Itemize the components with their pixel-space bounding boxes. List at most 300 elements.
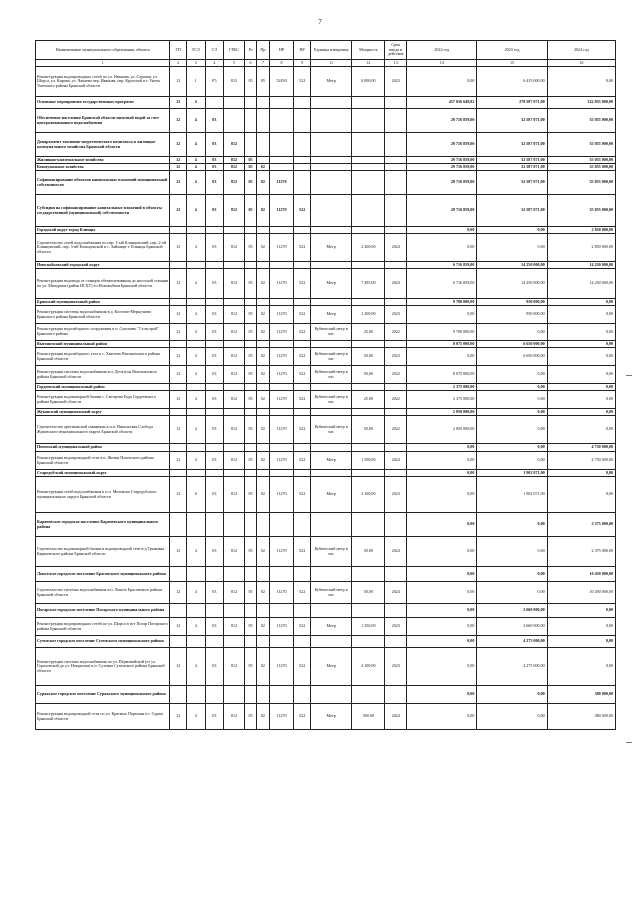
- column-index-cell: 9: [294, 60, 311, 67]
- amount-cell: 32 587 071,00: [477, 171, 547, 195]
- code-cell: Метр: [310, 704, 351, 730]
- code-cell: 12: [170, 164, 187, 171]
- section-total-row: [36, 171, 616, 195]
- code-cell: 812: [224, 324, 245, 341]
- code-cell: [170, 384, 187, 391]
- amount-cell: 2 375 000,00: [547, 513, 615, 537]
- code-cell: [310, 109, 351, 133]
- code-cell: 7 495,00: [352, 269, 385, 299]
- object-name-cell: Реконструкция системы водоснабжения в д. Колтово-Меркульево Брянского района Брянской области: [36, 306, 170, 324]
- code-cell: 50,00: [352, 366, 385, 384]
- code-cell: 12: [170, 97, 187, 109]
- code-cell: [352, 636, 385, 648]
- code-cell: 11270: [269, 391, 294, 409]
- object-name-cell: Стародубский муниципальный округ: [36, 470, 170, 477]
- code-cell: 03: [205, 306, 224, 324]
- code-cell: 03: [205, 648, 224, 686]
- column-index-cell: 4: [205, 60, 224, 67]
- code-cell: [385, 341, 407, 348]
- amount-cell: 950 000,00: [477, 299, 547, 306]
- code-cell: 05: [244, 324, 256, 341]
- code-cell: 05: [244, 452, 256, 470]
- code-cell: 522: [294, 477, 311, 513]
- code-cell: 25,00: [352, 391, 385, 409]
- code-cell: 12: [170, 306, 187, 324]
- amount-cell: 0,00: [407, 306, 477, 324]
- table-body: [36, 67, 616, 730]
- code-cell: [269, 567, 294, 582]
- amount-cell: 35 055 000,00: [547, 109, 615, 133]
- code-cell: 12: [170, 366, 187, 384]
- code-cell: 12: [170, 452, 187, 470]
- code-cell: [257, 470, 269, 477]
- code-cell: [294, 109, 311, 133]
- amount-cell: 6 716 859,00: [407, 262, 477, 269]
- code-cell: [205, 227, 224, 234]
- code-cell: [205, 567, 224, 582]
- object-name-cell: Реконструкция сетей водоснабжения в п.п. Меленска Стародубского муниципального округа Брянской области: [36, 477, 170, 513]
- column-header: ГП: [170, 41, 187, 60]
- code-cell: 11270: [269, 306, 294, 324]
- code-cell: 11270: [269, 234, 294, 262]
- code-cell: [186, 409, 205, 416]
- code-cell: 11270: [269, 348, 294, 366]
- code-cell: [385, 171, 407, 195]
- code-cell: [385, 262, 407, 269]
- code-cell: 03: [205, 109, 224, 133]
- budget-table: [35, 40, 616, 730]
- code-cell: 11270: [269, 648, 294, 686]
- column-header: СЭ: [205, 41, 224, 60]
- code-cell: [294, 409, 311, 416]
- code-cell: 12: [170, 537, 187, 567]
- amount-cell: 6 415 000,00: [477, 67, 547, 97]
- column-header: ГРБС: [224, 41, 245, 60]
- code-cell: 4: [186, 582, 205, 604]
- code-cell: [310, 470, 351, 477]
- code-cell: 11270: [269, 195, 294, 227]
- amount-cell: 2 375 000,00: [407, 391, 477, 409]
- object-name-cell: Жуковский муниципальный округ: [36, 409, 170, 416]
- code-cell: Метр: [310, 306, 351, 324]
- section-total-row: [36, 262, 616, 269]
- code-cell: [310, 384, 351, 391]
- code-cell: [170, 227, 187, 234]
- code-cell: [269, 604, 294, 618]
- code-cell: [352, 341, 385, 348]
- section-total-row: [36, 686, 616, 704]
- code-cell: [385, 299, 407, 306]
- amount-cell: 35 055 000,00: [547, 171, 615, 195]
- amount-cell: 1 902 071,00: [477, 477, 547, 513]
- code-cell: [224, 262, 245, 269]
- amount-cell: 35 055 000,00: [547, 164, 615, 171]
- amount-cell: 0,00: [477, 537, 547, 567]
- code-cell: [244, 409, 256, 416]
- code-cell: 812: [224, 306, 245, 324]
- object-name-cell: Реконструкция водопроводной сети по ул. Красных Партизан в г. Сураж Брянской области: [36, 704, 170, 730]
- code-cell: [385, 227, 407, 234]
- code-cell: 4: [186, 452, 205, 470]
- code-cell: [385, 157, 407, 164]
- code-cell: 2023: [385, 477, 407, 513]
- code-cell: [205, 409, 224, 416]
- section-total-row: [36, 227, 616, 234]
- amount-cell: 0,00: [477, 686, 547, 704]
- code-cell: Кубический метр в час: [310, 348, 351, 366]
- code-cell: 2022: [385, 391, 407, 409]
- code-cell: 4: [186, 416, 205, 444]
- code-cell: [205, 470, 224, 477]
- column-index-cell: 16: [547, 60, 615, 67]
- code-cell: 2023: [385, 306, 407, 324]
- code-cell: [310, 227, 351, 234]
- code-cell: [269, 299, 294, 306]
- section-total-row: [36, 636, 616, 648]
- amount-cell: 35 055 000,00: [547, 157, 615, 164]
- code-cell: 2024: [385, 537, 407, 567]
- amount-cell: 4 750 000,00: [547, 444, 615, 452]
- code-cell: 522: [294, 348, 311, 366]
- code-cell: [257, 109, 269, 133]
- code-cell: 52430: [269, 67, 294, 97]
- code-cell: 05: [244, 348, 256, 366]
- amount-cell: 4 275 000,00: [477, 648, 547, 686]
- code-cell: [310, 171, 351, 195]
- column-header: Единица измерения: [310, 41, 351, 60]
- object-name-cell: Новозыбковский городской округ: [36, 262, 170, 269]
- code-cell: [352, 567, 385, 582]
- code-cell: 522: [294, 269, 311, 299]
- code-cell: [224, 470, 245, 477]
- amount-cell: 9 700 000,00: [407, 299, 477, 306]
- code-cell: 12: [170, 133, 187, 157]
- amount-cell: 14 250 000,00: [477, 269, 547, 299]
- code-cell: 4: [186, 269, 205, 299]
- code-cell: [269, 444, 294, 452]
- amount-cell: 0,00: [407, 582, 477, 604]
- code-cell: [224, 384, 245, 391]
- code-cell: [385, 686, 407, 704]
- code-cell: 2023: [385, 648, 407, 686]
- amount-cell: 0,00: [477, 582, 547, 604]
- column-header: Рз: [244, 41, 256, 60]
- table-row: [36, 537, 616, 567]
- code-cell: [257, 227, 269, 234]
- code-cell: [224, 444, 245, 452]
- code-cell: 02: [257, 704, 269, 730]
- code-cell: [257, 409, 269, 416]
- code-cell: [224, 341, 245, 348]
- code-cell: [257, 686, 269, 704]
- object-name-cell: Погарское городское поселение Погарского муниципального района: [36, 604, 170, 618]
- object-name-cell: Реконструкция водопроводных сетей по ул. Щорса в пгт Погар Погарского района Брянской области: [36, 618, 170, 636]
- amount-cell: 6 650 000,00: [477, 348, 547, 366]
- code-cell: 522: [294, 195, 311, 227]
- code-cell: 02: [257, 391, 269, 409]
- code-cell: 812: [224, 416, 245, 444]
- amount-cell: 2 660 000,00: [477, 618, 547, 636]
- code-cell: 50,00: [352, 348, 385, 366]
- code-cell: 50,00: [352, 582, 385, 604]
- amount-cell: 9 700 000,00: [407, 324, 477, 341]
- code-cell: 4: [186, 648, 205, 686]
- code-cell: 1 200,00: [352, 306, 385, 324]
- code-cell: 812: [224, 537, 245, 567]
- code-cell: 03: [205, 157, 224, 164]
- code-cell: [244, 109, 256, 133]
- table-header-row: [36, 41, 616, 60]
- amount-cell: 0,00: [477, 567, 547, 582]
- code-cell: 05: [257, 67, 269, 97]
- section-total-row: [36, 567, 616, 582]
- column-header: НР: [269, 41, 294, 60]
- code-cell: 2 200,00: [352, 234, 385, 262]
- code-cell: [352, 157, 385, 164]
- amount-cell: 29 716 859,00: [407, 157, 477, 164]
- table-row: [36, 324, 616, 341]
- code-cell: [385, 636, 407, 648]
- object-name-cell: Реконструкция водовода от станции обезжелезивания до насосной станции по ул. Мичурина (район НСХТ) в г.Новозыбков Брянской области: [36, 269, 170, 299]
- code-cell: 2023: [385, 618, 407, 636]
- code-cell: Кубический метр в час: [310, 391, 351, 409]
- code-cell: [294, 97, 311, 109]
- code-cell: [186, 262, 205, 269]
- code-cell: 4 100,00: [352, 648, 385, 686]
- code-cell: [294, 604, 311, 618]
- code-cell: 522: [294, 391, 311, 409]
- amount-cell: 0,00: [547, 648, 615, 686]
- amount-cell: 0,00: [407, 513, 477, 537]
- code-cell: 812: [224, 171, 245, 195]
- code-cell: [224, 97, 245, 109]
- code-cell: [205, 513, 224, 537]
- code-cell: 4: [186, 537, 205, 567]
- amount-cell: 8 075 000,00: [407, 366, 477, 384]
- column-header: Наименование муниципального образования, объекта: [36, 41, 170, 60]
- code-cell: 4: [186, 195, 205, 227]
- code-cell: 05: [244, 582, 256, 604]
- column-header: ВР: [294, 41, 311, 60]
- code-cell: 11270: [269, 269, 294, 299]
- code-cell: [244, 444, 256, 452]
- code-cell: [310, 164, 351, 171]
- amount-cell: 380 000,00: [547, 686, 615, 704]
- code-cell: [269, 97, 294, 109]
- code-cell: 02: [257, 648, 269, 686]
- code-cell: [352, 299, 385, 306]
- code-cell: 812: [224, 348, 245, 366]
- code-cell: [205, 384, 224, 391]
- code-cell: 05: [244, 67, 256, 97]
- code-cell: 4: [186, 164, 205, 171]
- code-cell: 02: [257, 164, 269, 171]
- code-cell: 812: [224, 157, 245, 164]
- code-cell: Метр: [310, 452, 351, 470]
- amount-cell: 0,00: [477, 409, 547, 416]
- code-cell: F5: [205, 67, 224, 97]
- code-cell: 6 000,00: [352, 67, 385, 97]
- code-cell: [244, 341, 256, 348]
- amount-cell: 0,00: [407, 444, 477, 452]
- code-cell: 522: [294, 618, 311, 636]
- amount-cell: 0,00: [547, 348, 615, 366]
- code-cell: 11270: [269, 704, 294, 730]
- code-cell: 4: [186, 704, 205, 730]
- section-total-row: [36, 164, 616, 171]
- object-name-cell: Строительство сетей водоснабжения по пер. 1-ый Клинцовский, пер. 2-ой Клинцовский, пер. 3-ий Клинцовский и с. Займище г. Клинцы Брянской области: [36, 234, 170, 262]
- code-cell: 2022: [385, 416, 407, 444]
- code-cell: 2024: [385, 234, 407, 262]
- code-cell: 05: [244, 157, 256, 164]
- code-cell: [186, 513, 205, 537]
- column-header: 2024 год: [547, 41, 615, 60]
- code-cell: 12: [170, 348, 187, 366]
- amount-cell: 0,00: [547, 409, 615, 416]
- code-cell: [294, 636, 311, 648]
- object-name-cell: Гордеевский муниципальный район: [36, 384, 170, 391]
- code-cell: 12: [170, 171, 187, 195]
- code-cell: [170, 686, 187, 704]
- scan-mark: [626, 375, 632, 379]
- amount-cell: 322 055 000,00: [547, 97, 615, 109]
- object-name-cell: Строительство водонапорной башни и водопроводной сети в д.Трыковка Карачевского района Брянской области: [36, 537, 170, 567]
- code-cell: 03: [205, 171, 224, 195]
- code-cell: [205, 686, 224, 704]
- code-cell: [310, 444, 351, 452]
- amount-cell: 0,00: [547, 366, 615, 384]
- code-cell: 522: [294, 648, 311, 686]
- code-cell: [269, 341, 294, 348]
- column-index-cell: 2: [170, 60, 187, 67]
- code-cell: [186, 567, 205, 582]
- amount-cell: 0,00: [407, 452, 477, 470]
- object-name-cell: Реконструкция водопроводной сети в п. Житня Почепского района Брянской области: [36, 452, 170, 470]
- section-total-row: [36, 384, 616, 391]
- table-row: [36, 477, 616, 513]
- code-cell: 05: [244, 391, 256, 409]
- code-cell: [385, 195, 407, 227]
- code-cell: [385, 409, 407, 416]
- code-cell: 02: [257, 416, 269, 444]
- code-cell: [385, 97, 407, 109]
- code-cell: [170, 262, 187, 269]
- section-total-row: [36, 109, 616, 133]
- amount-cell: 0,00: [407, 618, 477, 636]
- code-cell: [352, 133, 385, 157]
- amount-cell: 14 250 000,00: [477, 262, 547, 269]
- code-cell: [244, 567, 256, 582]
- code-cell: [224, 604, 245, 618]
- code-cell: [205, 97, 224, 109]
- code-cell: 05: [244, 648, 256, 686]
- code-cell: 02: [257, 324, 269, 341]
- code-cell: [294, 341, 311, 348]
- amount-cell: 29 716 859,00: [407, 109, 477, 133]
- code-cell: [294, 299, 311, 306]
- code-cell: [310, 133, 351, 157]
- section-total-row: [36, 409, 616, 416]
- page-number: 7: [318, 18, 322, 26]
- code-cell: 12: [170, 618, 187, 636]
- code-cell: [186, 299, 205, 306]
- amount-cell: 0,00: [477, 227, 547, 234]
- amount-cell: 29 716 859,00: [407, 164, 477, 171]
- code-cell: 03: [205, 269, 224, 299]
- amount-cell: 35 055 000,00: [547, 133, 615, 157]
- table-row: [36, 366, 616, 384]
- code-cell: 812: [224, 195, 245, 227]
- code-cell: 522: [294, 324, 311, 341]
- code-cell: [186, 227, 205, 234]
- code-cell: 02: [257, 234, 269, 262]
- object-name-cell: Реконструкция водозаборного сооружения в п. Супонево "Сельстрой" Брянского района: [36, 324, 170, 341]
- amount-cell: 0,00: [407, 470, 477, 477]
- code-cell: 2024: [385, 269, 407, 299]
- amount-cell: 0,00: [407, 567, 477, 582]
- amount-cell: 0,00: [547, 384, 615, 391]
- code-cell: 12: [170, 391, 187, 409]
- amount-cell: 0,00: [547, 391, 615, 409]
- code-cell: 50,00: [352, 416, 385, 444]
- section-total-row: [36, 604, 616, 618]
- code-cell: 812: [224, 704, 245, 730]
- code-cell: 03: [205, 537, 224, 567]
- code-cell: 4: [186, 366, 205, 384]
- code-cell: [170, 636, 187, 648]
- amount-cell: 0,00: [407, 67, 477, 97]
- code-cell: [352, 109, 385, 133]
- column-index-cell: 11: [310, 60, 351, 67]
- code-cell: 522: [294, 582, 311, 604]
- code-cell: [257, 567, 269, 582]
- table-row: [36, 67, 616, 97]
- code-cell: [186, 686, 205, 704]
- code-cell: 2023: [385, 67, 407, 97]
- code-cell: 11270: [269, 324, 294, 341]
- column-index-cell: 8: [269, 60, 294, 67]
- code-cell: 4: [186, 109, 205, 133]
- code-cell: [385, 444, 407, 452]
- amount-cell: 0,00: [407, 477, 477, 513]
- object-name-cell: Карачевское городское поселение Карачевского муниципального района: [36, 513, 170, 537]
- object-name-cell: Реконструкция системы водоснабжения в п. Десятухи Выгоничского района Брянской области: [36, 366, 170, 384]
- code-cell: [385, 384, 407, 391]
- code-cell: [224, 567, 245, 582]
- code-cell: [269, 636, 294, 648]
- amount-cell: 0,00: [477, 416, 547, 444]
- code-cell: [294, 444, 311, 452]
- object-name-cell: Строительство системы водоснабжения в п. Локоть Брасовского района Брянской области: [36, 582, 170, 604]
- code-cell: [310, 341, 351, 348]
- code-cell: [352, 384, 385, 391]
- section-total-row: [36, 513, 616, 537]
- section-total-row: [36, 97, 616, 109]
- amount-cell: 0,00: [477, 704, 547, 730]
- code-cell: 03: [205, 366, 224, 384]
- code-cell: 12: [170, 269, 187, 299]
- amount-cell: 0,00: [547, 618, 615, 636]
- code-cell: 03: [205, 416, 224, 444]
- object-name-cell: Строительство артезианской скважины в н.п. Никольская Слобода Жуковского муниципального округа Брянской области: [36, 416, 170, 444]
- amount-cell: 6 716 859,00: [407, 269, 477, 299]
- code-cell: 2024: [385, 704, 407, 730]
- code-cell: [205, 636, 224, 648]
- amount-cell: 0,00: [477, 513, 547, 537]
- amount-cell: 0,00: [547, 477, 615, 513]
- code-cell: 4: [186, 171, 205, 195]
- code-cell: [310, 567, 351, 582]
